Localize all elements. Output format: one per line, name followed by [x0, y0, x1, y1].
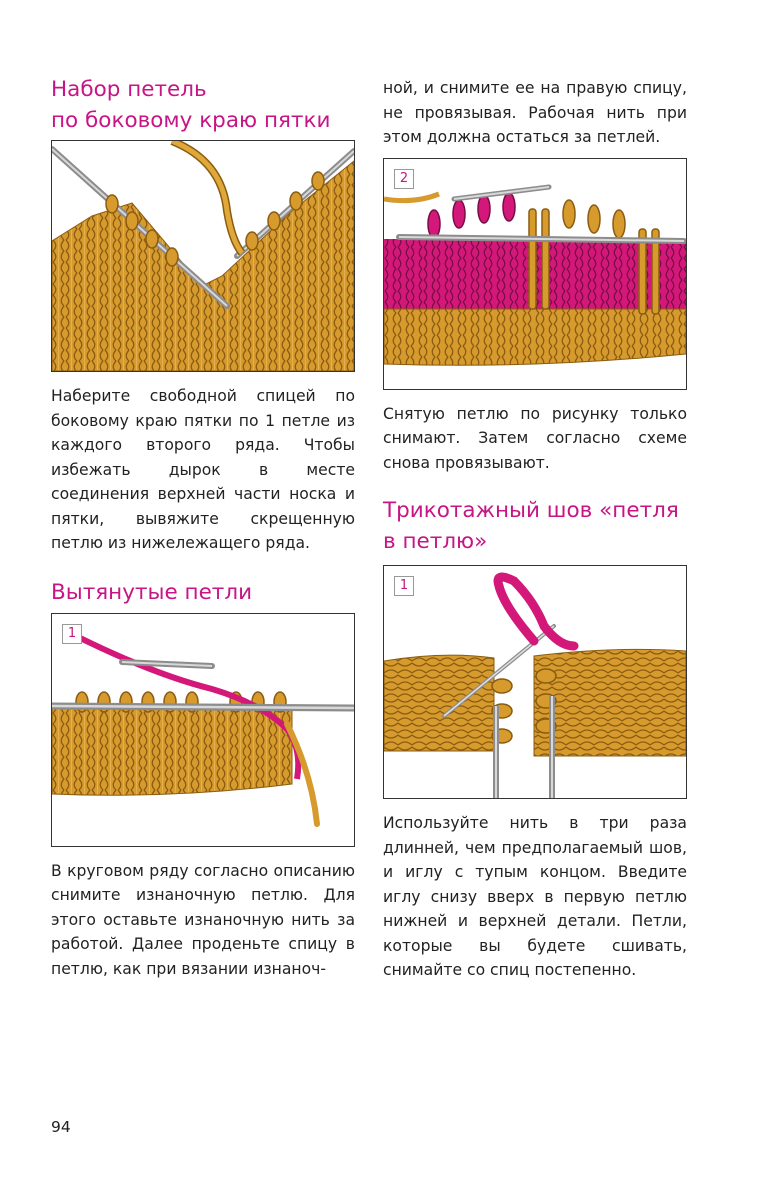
section-heading-kitchener-stitch	[383, 495, 687, 557]
heading-line: Набор петель	[51, 77, 207, 102]
slipped-stitches-illustration	[52, 614, 354, 846]
figure-heel-pickup	[51, 140, 355, 372]
figure-number-label: 2	[394, 169, 414, 189]
figure-slipped-stitch-pattern	[383, 158, 687, 390]
slipped-stitch-pattern-illustration	[384, 159, 686, 389]
figure-slipped-stitches	[51, 613, 355, 847]
figure-number-label: 1	[394, 576, 414, 596]
right-column	[383, 74, 687, 983]
paragraph-kitchener-stitch: Используйте нить в три раза длинней, чем предполагаемый шов, и иглу с тупым концом. Введите иглу снизу вверх в первую петлю нижней и верхней детали. Петли, которые вы будете сшивать, снимайте со спиц постепенно.	[383, 814, 687, 979]
paragraph-continuation: ной, и снимите ее на правую спицу, не провязывая. Рабочая нить при этом должна остаться за петлей.	[383, 79, 687, 146]
paragraph-slipped-stitch-caption: Снятую петлю по рисунку только снимают. Затем согласно схеме снова провязывают.	[383, 404, 687, 472]
figure-number-label: 1	[62, 624, 82, 644]
section-heading-heel-pickup	[51, 74, 355, 136]
kitchener-stitch-illustration	[384, 566, 686, 798]
section-heading-slipped-stitches: Вытянутые петли	[51, 579, 253, 605]
paragraph-slipped-stitches: В круговом ряду согласно описанию снимите изнаночную петлю. Для этого оставьте изнаночную нить за работой. Далее проденьте спицу в петлю, как при вязании изнаноч-	[51, 861, 355, 978]
heading-line: по боковому краю пятки	[51, 108, 331, 133]
left-column	[51, 74, 355, 981]
heading-line: Трикотажный шов «петля	[383, 498, 679, 523]
heading-line: в петлю»	[383, 529, 488, 554]
heel-pickup-illustration	[52, 141, 354, 371]
page-number: 94	[51, 1118, 71, 1136]
figure-kitchener-stitch	[383, 565, 687, 799]
paragraph-heel-pickup: Наберите свободной спицей по боковому краю пятки по 1 петле из каждого второго ряда. Чтобы избежать дырок в месте соединения верхней части носка и пятки, вывяжите скрещенную петлю из нижележащего ряда.	[51, 387, 355, 552]
